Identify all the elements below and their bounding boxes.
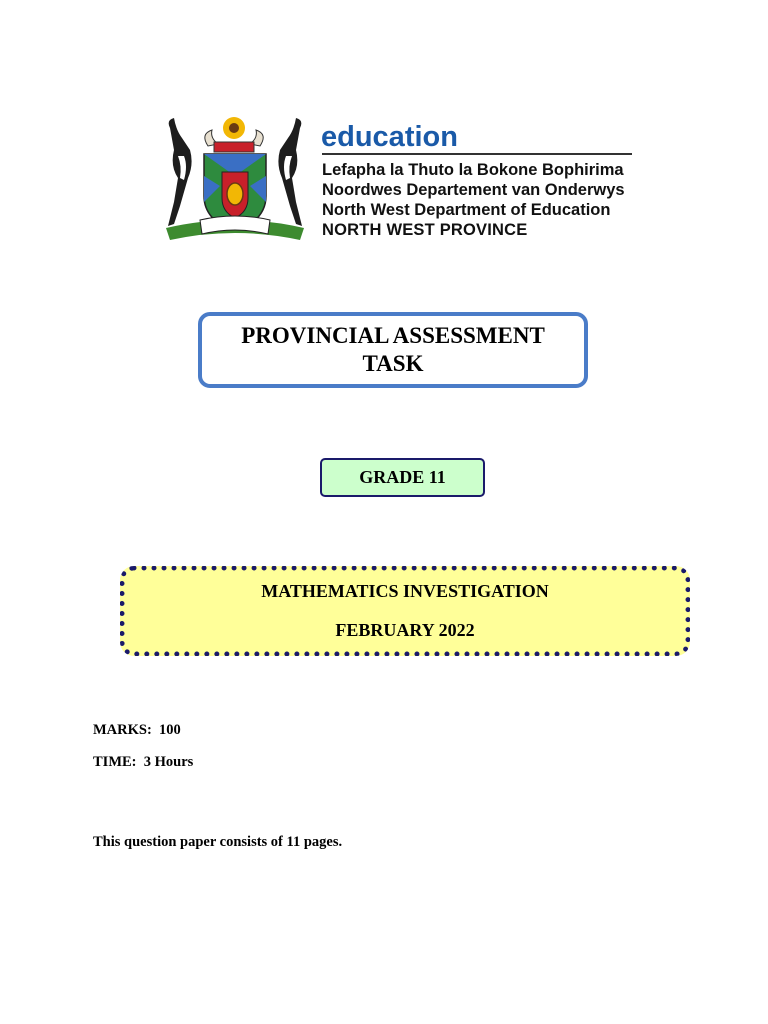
investigation-box <box>120 566 690 656</box>
assessment-title-line2: TASK <box>362 351 424 376</box>
department-name-english: North West Department of Education <box>322 201 611 219</box>
department-name-afrikaans: Noordwes Departement van Onderwys <box>322 181 625 199</box>
department-names <box>322 160 625 240</box>
grade-badge: GRADE 11 <box>320 458 485 497</box>
assessment-title-box <box>198 312 588 388</box>
subject-title: MATHEMATICS INVESTIGATION <box>261 581 549 601</box>
education-logo-text: education <box>321 121 458 153</box>
marks-label: MARKS: 100 <box>93 722 181 738</box>
time-label: TIME: 3 Hours <box>93 754 194 770</box>
coat-of-arms-icon <box>160 116 310 252</box>
logo-divider <box>322 153 632 155</box>
department-name-setswana: Lefapha la Thuto la Bokone Bophirima <box>322 161 624 179</box>
page-count-note: This question paper consists of 11 pages. <box>93 834 343 850</box>
assessment-title-line1: PROVINCIAL ASSESSMENT <box>241 323 545 348</box>
exam-date: FEBRUARY 2022 <box>335 620 475 640</box>
province-name: NORTH WEST PROVINCE <box>322 221 528 239</box>
